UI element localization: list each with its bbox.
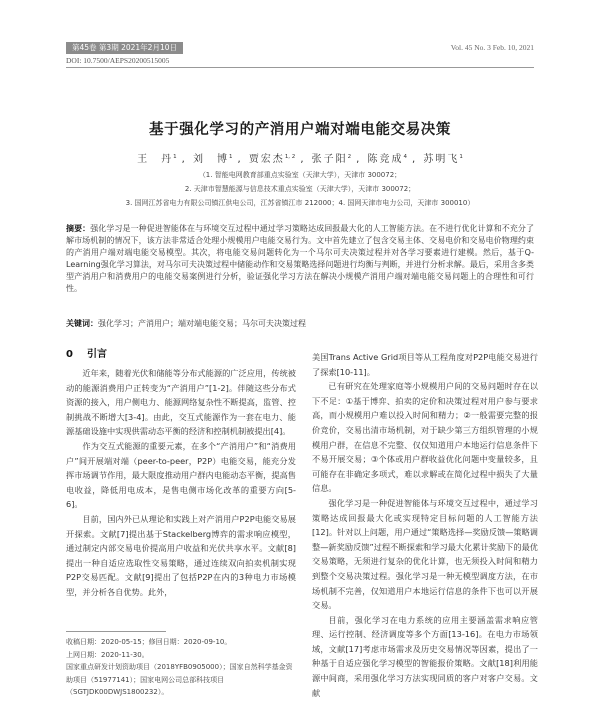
keywords-label: 关键词： [66, 319, 98, 328]
author-list: 王 丹$^1$ , 刘 博$^1$ , 贾宏杰$^{1, 2}$ , 张子阳$^2$ , 陈竞成$^4$ , 苏明飞$^1$ [137, 154, 463, 165]
header-rule [66, 67, 534, 68]
keywords [66, 318, 534, 330]
doi: DOI: 10.7500/AEPS20200515005 [66, 56, 170, 65]
author: 贾宏杰$^{1, 2}$ [248, 154, 296, 165]
author: 苏明飞$^1$ [423, 154, 463, 165]
section-title: 引言 [86, 349, 107, 360]
footnote-funding: 国家重点研发计划资助项目（2018YFB0905000）；国家自然科学基金资助项目（51977141）；国家电网公司总部科技项目（SGTJDK00DWJS1800232）。 [66, 663, 293, 696]
right-column [312, 350, 538, 700]
paper-title: 基于强化学习的产消用户端对端电能交易决策 [149, 122, 451, 138]
issue-badge: 第45卷 第3期 2021年2月10日 [66, 42, 183, 54]
left-column [66, 366, 296, 600]
body-paragraph: 作为交互式能源的重要元素，在多个“产消用户”和“消费用户”间开展端对端（peer-to-peer，P2P）电能交易，能充分发挥市场调节作用，最大限度推动用户群内电能动态平衡，提高售电收益，降低用电成本，是售电侧市场化改革的重要方向[5-6]。 [66, 440, 296, 510]
abstract [66, 223, 534, 296]
body-paragraph: 目前，国内外已从理论和实践上对产消用户P2P电能交易展开探索。文献[7]提出基于Stackelberg博弈的需求响应模型，通过制定内部交易电价提高用户收益和光伏共享水平。文献[8]提出一种自适应选取性交易策略，通过连续双向拍卖机制实现P2P交易匹配。文献[9]提出了包括P2P在内的3种电力市场模型，并分析各自优势。此外， [66, 513, 296, 597]
body-paragraph: 已有研究在处理家庭等小规模用户间的交易问题时存在以下不足：①基于博弈、拍卖的定价和决策过程对用户参与要求高，而小规模用户难以投入时间和精力；②一般需要完整的报价竞价，交易出清市场机制，对于缺少第三方组织管理的小规模用户群，在信息不完整、仅仅知道用户本地运行信息条件下不易开展交易；③个体或用户群收益优化问题中变量较多，且可能存在非确定多项式，难以求解或在简化过程中损失了大量信息。 [312, 381, 538, 494]
abstract-text: 强化学习是一种促进智能体在与环境交互过程中通过学习策略达成回报最大化的人工智能方法。在不进行优化计算和不充分了解市场机制的情况下，该方法非常适合处理小规模用户电能交易行为。文中首先建立了包含交易主体、交易电价和交易电价物理约束的产消用户端对端电能交易模型。其次，将电能交易问题转化为一个马尔可夫决策过程并对各学习要素进行建模。然后，基于Q-Learning强化学习算法，对马尔可夫决策过程中储能动作和交易策略选择问题进行均衡与判断，并进行分析求解。最后，采用含多类型产消用户和消费用户的电能交易案例进行分析，验证强化学习方法在解决小规模产消用户端对端电能交易问题上的合理性和可行性。 [66, 224, 535, 294]
body-paragraph: 美国Trans Active Grid项目等从工程角度对P2P电能交易进行了探索[10-11]。 [312, 352, 538, 377]
keywords-text: 强化学习；产消用户；端对端电能交易；马尔可夫决策过程 [98, 319, 306, 328]
affiliation-line: 2. 天津市智慧能源与信息技术重点实验室（天津大学），天津市 300072； [184, 185, 416, 193]
author: 陈竞成$^4$ [367, 154, 408, 165]
author: 王 丹$^1$ [137, 154, 177, 165]
section-number: 0 [66, 349, 73, 360]
footnotes [66, 636, 296, 699]
footnote-dates: 收稿日期：2020-05-15；修回日期：2020-09-10。 [66, 638, 232, 646]
body-paragraph: 近年来，随着光伏和储能等分布式能源的广泛应用，传统被动的能源消费用户正转变为“产消用户”[1-2]。伴随这些分布式资源的接入，用户侧电力、能源网络复杂性不断提高，监管、控制挑战不断增大[3-4]。由此，交互式能源作为一套在电力、能源基础设施中实现供需动态平衡的经济和控制机制被提出[4]。 [66, 368, 296, 437]
author: 刘 博$^1$ [192, 154, 233, 165]
affiliation-line: 3. 国网江苏省电力有限公司镇江供电公司，江苏省镇江市 212000；4. 国网天津市电力公司，天津市 300010） [125, 199, 475, 207]
volume-info: Vol. 45 No. 3 Feb. 10, 2021 [450, 43, 534, 52]
author: 张子阳$^2$ [311, 154, 352, 165]
abstract-label: 摘要： [66, 224, 91, 233]
footnote-online: 上网日期：2020-11-30。 [66, 650, 149, 659]
affiliation-line: （1. 智能电网教育部重点实验室（天津大学），天津市 300072； [198, 171, 402, 179]
body-paragraph: 目前，强化学习在电力系统的应用主要涵盖需求响应管理、运行控制、经济调度等多个方面[13-16]。在电力市场领域，文献[17]考虑市场需求及历史交易情况等因素，提出了一种基于自适应强化学习模型的智能报价策略。文献[18]利用能源中间商，采用强化学习方法实现同质的客户对客户交易。文献 [312, 614, 538, 698]
section-heading [66, 345, 121, 360]
footnote-rule [66, 631, 166, 632]
body-paragraph: 强化学习是一种促进智能体与环境交互过程中，通过学习策略达成回报最大化或实现特定目标问题的人工智能方法[12]。针对以上问题，用户通过“策略选择—奖励反馈—策略调整—新奖励反馈”过程不断探索和学习最大化累计奖励下的最优交易策略，无须进行复杂的优化计算，也无须投入时间和精力到整个交易决策过程。强化学习是一种无模型调度方法，在市场机制不完善，仅知道用户本地运行信息的条件下也可以开展交易。 [312, 497, 538, 611]
